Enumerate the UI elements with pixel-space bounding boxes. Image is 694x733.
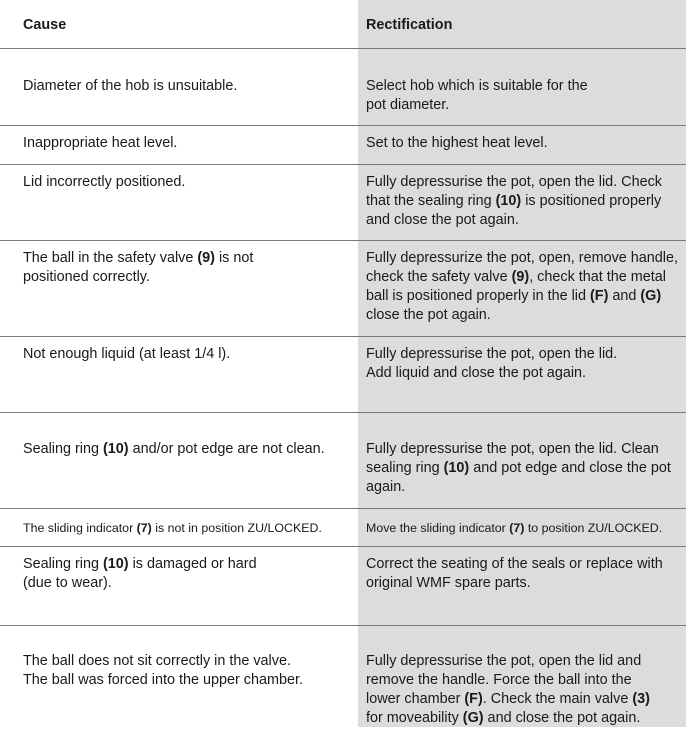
rectification-text: check the safety valve (9), check that the metal <box>366 268 666 285</box>
cause-text: The sliding indicator (7) is not in position ZU/LOCKED. <box>23 520 322 535</box>
rectification-cell <box>358 240 686 336</box>
table-row <box>0 508 686 546</box>
rectification-cell <box>358 336 686 412</box>
rectification-text: Fully depressurise the pot, open the lid. Clean <box>366 440 659 457</box>
table-row <box>0 336 686 412</box>
rectification-text: Select hob which is suitable for the <box>366 77 588 94</box>
rectification-text: Add liquid and close the pot again. <box>366 364 587 381</box>
cause-cell <box>0 125 358 164</box>
rectification-text: Set to the highest heat level. <box>366 134 548 151</box>
rectification-text: remove the handle. Force the ball into the <box>366 671 632 688</box>
rectification-text: Fully depressurise the pot, open the lid. <box>366 345 618 362</box>
cause-text: The ball does not sit correctly in the valve. <box>23 652 291 669</box>
table-row <box>0 546 686 625</box>
cause-text: positioned correctly. <box>23 268 150 285</box>
rectification-text: pot diameter. <box>366 96 450 113</box>
cause-cell <box>0 336 358 412</box>
rectification-text: again. <box>366 478 406 495</box>
rectification-cell <box>358 546 686 625</box>
cause-column-header: Cause <box>23 17 67 33</box>
rectification-text: sealing ring (10) and pot edge and close the pot <box>366 459 671 476</box>
rectification-text: and close the pot again. <box>366 211 519 228</box>
rectification-text: original WMF spare parts. <box>366 574 531 591</box>
table-header-row <box>0 0 686 48</box>
rectification-text: for moveability (G) and close the pot again. <box>366 710 641 727</box>
rectification-cell <box>358 508 686 546</box>
cause-cell <box>0 508 358 546</box>
table-row <box>0 125 686 164</box>
rectification-text: Fully depressurize the pot, open, remove handle, <box>366 249 678 266</box>
rectification-text: Correct the seating of the seals or replace with <box>366 555 663 572</box>
rectification-cell <box>358 625 686 733</box>
rectification-text: Fully depressurise the pot, open the lid. Check <box>366 173 662 190</box>
table-row <box>0 240 686 336</box>
cause-cell <box>0 625 358 733</box>
rectification-text: lower chamber (F). Check the main valve (3) <box>366 690 650 707</box>
rectification-cell <box>358 412 686 508</box>
rectification-text: ball is positioned properly in the lid (F) and (G) <box>366 287 662 304</box>
cause-cell <box>0 240 358 336</box>
cause-text: Sealing ring (10) is damaged or hard <box>23 555 257 572</box>
cause-text: Inappropriate heat level. <box>23 134 178 151</box>
rectification-cell <box>358 125 686 164</box>
rectification-cell <box>358 48 686 125</box>
cause-cell <box>0 546 358 625</box>
rectification-text: close the pot again. <box>366 307 491 324</box>
cause-cell <box>0 48 358 125</box>
cause-text: Lid incorrectly positioned. <box>23 173 186 190</box>
table-row <box>0 625 686 733</box>
table-row <box>0 164 686 240</box>
rectification-text: Move the sliding indicator (7) to position ZU/LOCKED. <box>366 520 663 535</box>
table-row <box>0 412 686 508</box>
rectification-column-header: Rectification <box>366 17 453 33</box>
cause-text: The ball in the safety valve (9) is not <box>23 249 254 266</box>
cause-cell <box>0 412 358 508</box>
rectification-cell <box>358 164 686 240</box>
cause-cell <box>0 164 358 240</box>
cause-text: Not enough liquid (at least 1/4 l). <box>23 345 231 362</box>
table-row <box>0 48 686 125</box>
cause-text: Diameter of the hob is unsuitable. <box>23 77 238 94</box>
rectification-text: Fully depressurise the pot, open the lid and <box>366 652 642 669</box>
rectification-text: that the sealing ring (10) is positioned properly <box>366 192 662 209</box>
cause-text: (due to wear). <box>23 574 112 591</box>
cause-text: Sealing ring (10) and/or pot edge are not clean. <box>23 440 325 457</box>
cause-text: The ball was forced into the upper chamber. <box>23 671 303 688</box>
